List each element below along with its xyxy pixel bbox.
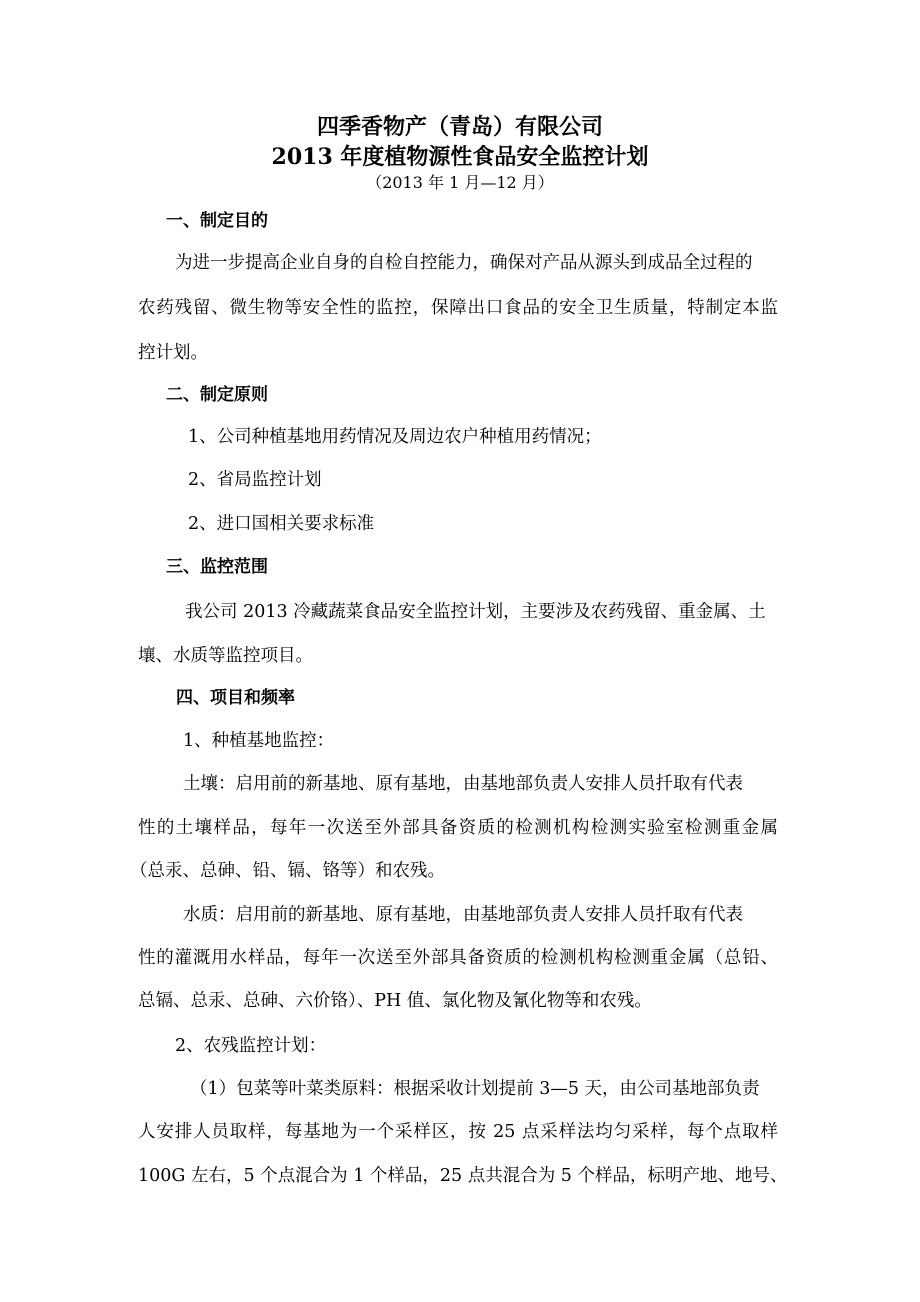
section-2-item: 2、进口国相关要求标准 [188,514,375,534]
section-2-item: 2、省局监控计划 [188,470,322,490]
plan-title: 2013 年度植物源性食品安全监控计划 [271,144,649,170]
soil-line: 性的土壤样品，每年一次送至外部具备资质的检测机构检测实验室检测重金属 [138,818,778,838]
section-2-heading: 二、制定原则 [166,385,268,405]
section-3-line: 我公司 2013 冷藏蔬菜食品安全监控计划，主要涉及农药残留、重金属、土 [185,602,766,622]
section-1-heading: 一、制定目的 [166,211,268,231]
company-title: 四季香物产（青岛）有限公司 [316,114,603,140]
section-1-line: 为进一步提高企业自身的自检自控能力，确保对产品从源头到成品全过程的 [175,253,753,273]
soil-line: （总汞、总砷、铅、镉、铬等）和农残。 [130,861,445,881]
plan-period: （2013 年 1 月—12 月） [366,173,554,192]
section-1-line: 农药残留、微生物等安全性的监控，保障出口食品的安全卫生质量，特制定本监 [138,298,778,318]
leaf-vegetable-line: （1）包菜等叶菜类原料：根据采收计划提前 3—5 天，由公司基地部负责 [190,1079,760,1099]
leaf-vegetable-line: 100G 左右，5 个点混合为 1 个样品，25 点共混合为 5 个样品，标明产地、地号、 [138,1166,788,1186]
leaf-vegetable-line: 人安排人员取样，每基地为一个采样区，按 25 点采样法均匀采样，每个点取样 [138,1122,778,1142]
section-4-heading: 四、项目和频率 [176,688,295,708]
section-4-subheading: 2、农残监控计划： [175,1036,327,1056]
water-line: 性的灌溉用水样品，每年一次送至外部具备资质的检测机构检测重金属（总铅、 [138,948,778,968]
section-1-line: 控计划。 [138,343,208,363]
soil-line: 土壤：启用前的新基地、原有基地，由基地部负责人安排人员扦取有代表 [183,774,743,794]
water-line: 水质：启用前的新基地、原有基地，由基地部负责人安排人员扦取有代表 [183,905,743,925]
section-2-item: 1、公司种植基地用药情况及周边农户种植用药情况； [188,427,602,447]
section-3-heading: 三、监控范围 [166,557,268,577]
section-4-subheading: 1、种植基地监控： [183,731,335,751]
section-3-line: 壤、水质等监控项目。 [138,646,313,666]
water-line: 总镉、总汞、总砷、六价铬）、PH 值、氯化物及氰化物等和农残。 [138,991,652,1011]
